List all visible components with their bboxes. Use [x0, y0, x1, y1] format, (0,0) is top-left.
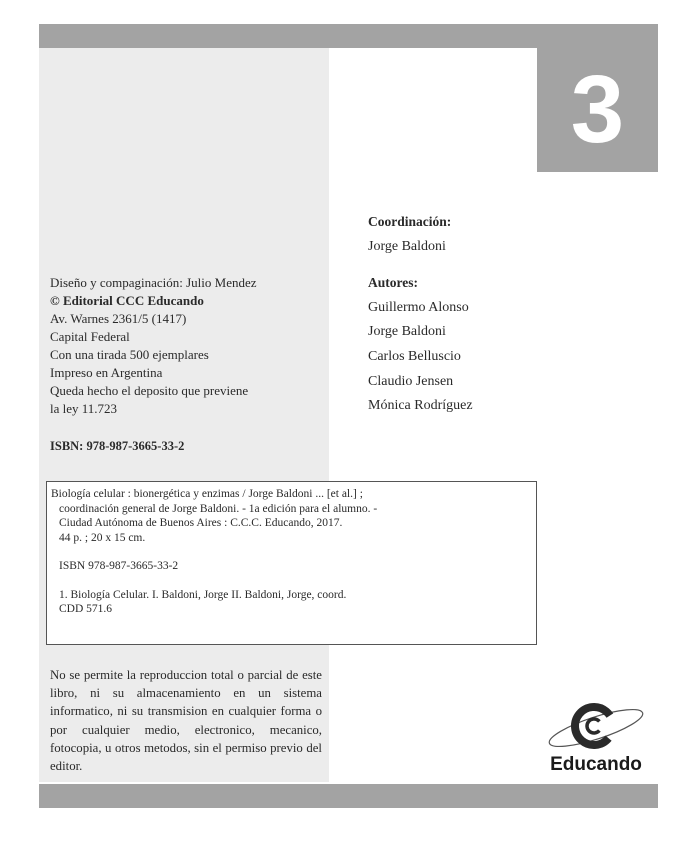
author-name: Claudio Jensen — [368, 373, 454, 389]
editorial-name: © Editorial CCC Educando — [50, 293, 204, 308]
isbn: ISBN: 978-987-3665-33-2 — [50, 439, 185, 453]
educando-c-orbit-icon — [544, 698, 648, 756]
design-credit: Diseño y compaginación: Julio Mendez — [50, 275, 257, 290]
catalog-record-box — [46, 481, 537, 645]
educando-logo — [540, 698, 652, 780]
author-name: Mónica Rodríguez — [368, 398, 473, 414]
authors-heading: Autores: — [368, 275, 418, 291]
catalog-line: Ciudad Autónoma de Buenos Aires : C.C.C. Educando, 2017. — [59, 517, 343, 529]
logo-wordmark: Educando — [550, 754, 642, 775]
legal-deposit-line-2: la ley 11.723 — [50, 401, 118, 416]
catalog-line: Biología celular : bionergética y enzimas / Jorge Baldoni ... [et al.] ; — [51, 488, 363, 500]
legal-deposit-line-1: Queda hecho el deposito que previene — [50, 383, 249, 398]
catalog-line: coordinación general de Jorge Baldoni. - 1a edición para el alumno. - — [59, 502, 378, 515]
publisher-address: Av. Warnes 2361/5 (1417) — [50, 311, 187, 326]
catalog-subjects: 1. Biología Celular. I. Baldoni, Jorge II. Baldoni, Jorge, coord. — [59, 588, 347, 601]
publisher-info — [50, 274, 257, 418]
publisher-city: Capital Federal — [50, 329, 130, 344]
chapter-number-box — [537, 48, 658, 172]
credits-block — [368, 210, 473, 419]
coordination-name: Jorge Baldoni — [368, 238, 446, 254]
bottom-band — [39, 784, 658, 808]
chapter-number: 3 — [570, 56, 625, 163]
copyright-notice: No se permite la reproduccion total o parcial de este libro, ni su almacenamiento en un sistema informatico, ni su transmision en cualquier forma o por cualquier medio, electronico, mecanico, fotocopia, u otros metodos, sin el permiso previo del editor. — [50, 668, 322, 774]
top-band — [39, 24, 658, 48]
printed-in: Impreso en Argentina — [50, 365, 163, 380]
catalog-isbn: ISBN 978-987-3665-33-2 — [59, 560, 179, 572]
coordination-heading: Coordinación: — [368, 214, 452, 229]
print-run: Con una tirada 500 ejemplares — [50, 347, 209, 362]
catalog-cdd: CDD 571.6 — [59, 603, 113, 615]
author-name: Jorge Baldoni — [368, 324, 446, 340]
author-name: Carlos Belluscio — [368, 348, 461, 364]
catalog-line: 44 p. ; 20 x 15 cm. — [59, 531, 146, 544]
author-name: Guillermo Alonso — [368, 299, 469, 315]
